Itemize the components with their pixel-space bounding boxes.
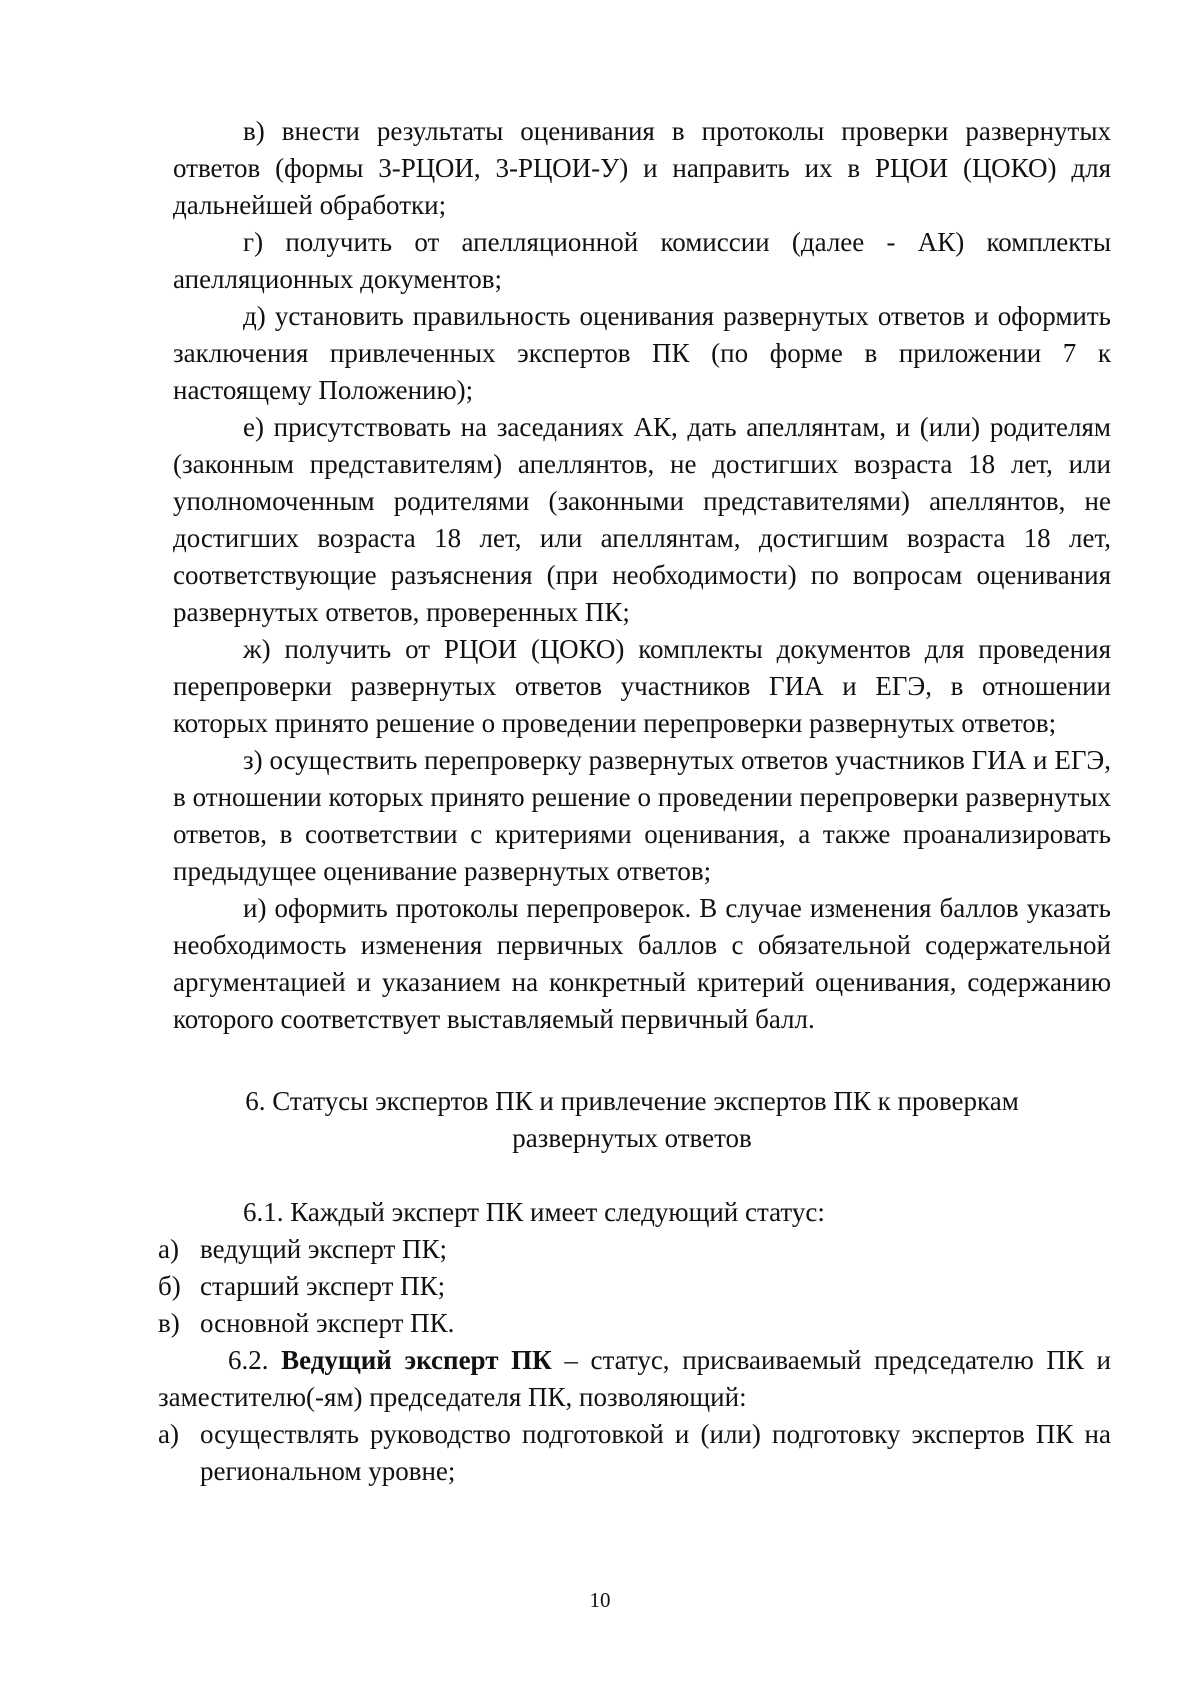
item-6-1: 6.1. Каждый эксперт ПК имеет следующий статус: (243, 1197, 825, 1227)
paragraph-g: г) получить от апелляционной комиссии (далее - АК) комплекты апелляционных документов; (173, 227, 1111, 294)
item-6-2-term: Ведущий эксперт ПК (281, 1345, 552, 1375)
section-heading-line-2: развернутых ответов (512, 1123, 752, 1153)
section-heading (173, 1083, 1111, 1157)
list-item (158, 1416, 1111, 1490)
list-marker: в) (158, 1308, 180, 1338)
list-item (158, 1231, 1111, 1268)
item-6-2-number: 6.2. (228, 1345, 269, 1375)
item-6-2-definition: – статус, присваиваемый председателю ПК и заместителю(-ям) председателя ПК, позволяющий: (158, 1345, 1112, 1412)
paragraph-z: з) осуществить перепроверку развернутых ответов участников ГИА и ЕГЭ, в отношении которых принято решение о проведении перепроверки развернутых ответов, в соответствии с критериями оценивания, а также проанализировать предыдущее оценивание развернутых ответов; (173, 745, 1111, 886)
status-list (158, 1231, 1111, 1342)
list-marker: б) (158, 1271, 181, 1301)
paragraph-e: е) присутствовать на заседаниях АК, дать апеллянтам, и (или) родителям (законным представителям) апеллянтов, не достигших возраста 18 лет, или уполномоченным родителями (законными представителями) апеллянтов, не достигших возраста 18 лет, или апеллянтам, достигшим возраста 18 лет, соответствующие разъяснения (при необходимости) по вопросам оценивания развернутых ответов, проверенных ПК; (173, 412, 1111, 627)
paragraph-zh: ж) получить от РЦОИ (ЦОКО) комплекты документов для проведения перепроверки развернутых ответов участников ГИА и ЕГЭ, в отношении которых принято решение о проведении перепроверки развернутых ответов; (173, 634, 1111, 738)
paragraph-i: и) оформить протоколы перепроверок. В случае изменения баллов указать необходимость изменения первичных баллов с обязательной содержательной аргументацией и указанием на конкретный критерий оценивания, содержанию которого соответствует выставляемый первичный балл. (173, 893, 1111, 1034)
paragraph-d: д) установить правильность оценивания развернутых ответов и оформить заключения привлеченных экспертов ПК (по форме в приложении 7 к настоящему Положению); (173, 301, 1111, 405)
list-item-text: осуществлять руководство подготовкой и (или) подготовку экспертов ПК на региональном уровне; (200, 1419, 1111, 1486)
list-item (158, 1268, 1111, 1305)
page-content (158, 113, 1112, 1490)
list-item-text: старший эксперт ПК; (200, 1271, 446, 1301)
section-heading-line-1: 6. Статусы экспертов ПК и привлечение экспертов ПК к проверкам (245, 1086, 1019, 1116)
list-marker: а) (158, 1234, 179, 1264)
paragraph-v: в) внести результаты оценивания в протоколы проверки развернутых ответов (формы 3-РЦОИ, 3-РЦОИ-У) и направить их в РЦОИ (ЦОКО) для дальнейшей обработки; (173, 116, 1111, 220)
list-item-text: ведущий эксперт ПК; (200, 1234, 448, 1264)
page-number: 10 (589, 1588, 611, 1612)
list-item (158, 1305, 1111, 1342)
list-marker: а) (158, 1419, 179, 1449)
rights-list (158, 1416, 1111, 1490)
list-item-text: основной эксперт ПК. (200, 1308, 455, 1338)
item-6-2 (158, 1342, 1111, 1416)
